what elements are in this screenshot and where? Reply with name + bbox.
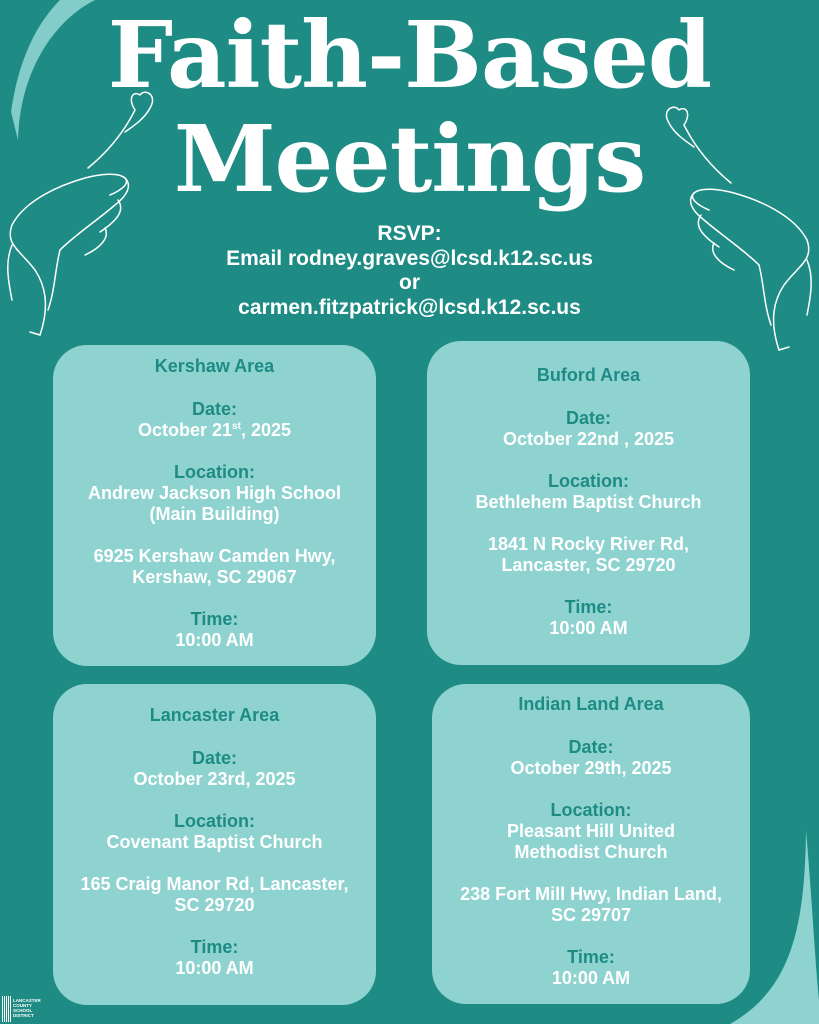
location-line-1: Andrew Jackson High School: [87, 483, 342, 503]
location-line-1: Bethlehem Baptist Church: [475, 492, 702, 512]
time-label: Time:: [567, 947, 615, 967]
address-line-2: SC 29720: [174, 895, 255, 915]
card-area-title: Indian Land Area: [518, 694, 664, 714]
date-value: October 21st, 2025: [138, 420, 291, 440]
date-label: Date:: [568, 737, 614, 757]
district-logo: LANCASTER COUNTY SCHOOL DISTRICT: [2, 996, 48, 1022]
address-line-2: Kershaw, SC 29067: [132, 567, 297, 587]
time-value: 10:00 AM: [175, 630, 254, 650]
time-label: Time:: [190, 937, 239, 957]
location-line-1: Pleasant Hill United: [506, 821, 676, 841]
date-label: Date:: [191, 399, 237, 419]
address-line-1: 6925 Kershaw Camden Hwy,: [93, 546, 336, 566]
date-value: October 22nd , 2025: [502, 429, 675, 449]
location-label: Location:: [550, 800, 632, 820]
rsvp-heading: RSVP:: [377, 222, 442, 245]
location-line-2: (Main Building): [149, 504, 280, 524]
card-indian-land: [432, 684, 750, 1004]
time-label: Time:: [190, 609, 239, 629]
rsvp-email-1[interactable]: Email rodney.graves@lcsd.k12.sc.us: [226, 246, 593, 270]
location-label: Location:: [174, 811, 255, 831]
card-lancaster: [53, 684, 376, 1005]
time-value: 10:00 AM: [551, 968, 631, 988]
rsvp-or: or: [399, 271, 420, 294]
card-area-title: Kershaw Area: [154, 356, 275, 376]
rsvp-block: [0, 222, 819, 320]
date-value: October 23rd, 2025: [133, 769, 296, 789]
card-area-title: Buford Area: [536, 365, 641, 385]
address-line-1: 165 Craig Manor Rd, Lancaster,: [80, 874, 349, 894]
time-label: Time:: [564, 597, 613, 617]
location-label: Location:: [174, 462, 255, 482]
card-kershaw: [53, 345, 376, 666]
card-area-title: Lancaster Area: [149, 705, 280, 725]
rsvp-email-2[interactable]: carmen.fitzpatrick@lcsd.k12.sc.us: [238, 295, 581, 319]
logo-bars-icon: [2, 996, 11, 1022]
card-buford: [427, 341, 750, 665]
address-line-1: 1841 N Rocky River Rd,: [487, 534, 690, 554]
location-label: Location:: [548, 471, 629, 491]
address-line-2: Lancaster, SC 29720: [501, 555, 676, 575]
address-line-1: 238 Fort Mill Hwy, Indian Land,: [460, 884, 722, 904]
date-label: Date:: [191, 748, 237, 768]
location-line-2: Methodist Church: [514, 842, 668, 862]
date-value: October 29th, 2025: [510, 758, 672, 778]
location-line-1: Covenant Baptist Church: [106, 832, 323, 852]
title-line-2: Meetings: [173, 105, 646, 213]
title-line-1: Faith-Based: [107, 1, 712, 109]
date-label: Date:: [565, 408, 611, 428]
address-line-2: SC 29707: [550, 905, 632, 925]
time-value: 10:00 AM: [175, 958, 254, 978]
time-value: 10:00 AM: [549, 618, 628, 638]
